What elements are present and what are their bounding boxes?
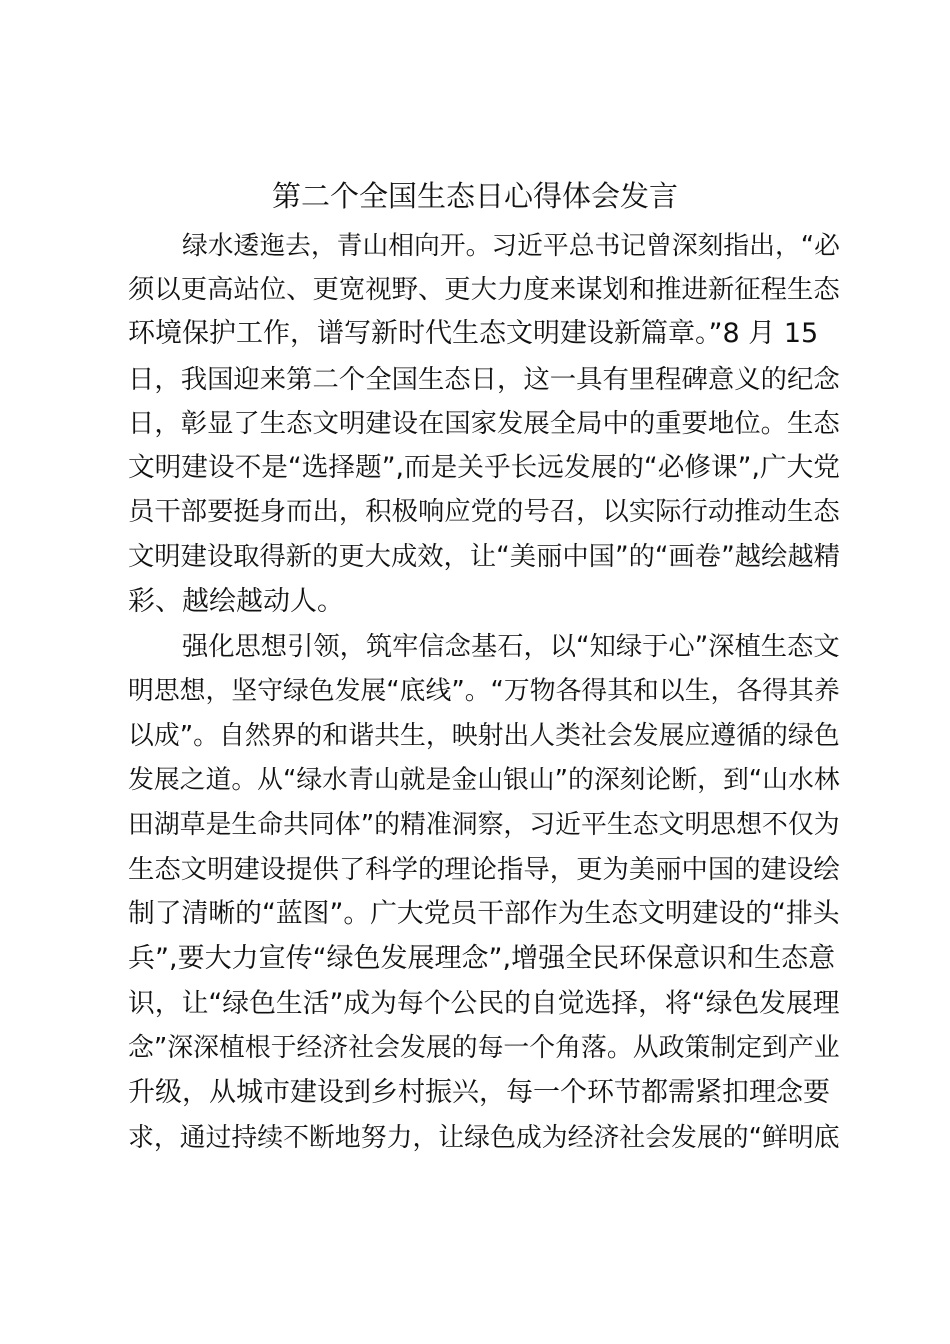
paragraph-line: 念”深深植根于经济社会发展的每一个角落。从政策制定到产业 bbox=[128, 1033, 840, 1063]
document-title: 第二个全国生态日心得体会发言 bbox=[271, 179, 678, 213]
paragraph-line: 日，彰显了生态文明建设在国家发展全局中的重要地位。生态 bbox=[128, 409, 840, 439]
paragraph-line: 兵”,要大力宣传“绿色发展理念”,增强全民环保意识和生态意 bbox=[128, 943, 836, 974]
paragraph-line: 文明建设取得新的更大成效，让“美丽中国”的“画卷”越绘越精 bbox=[128, 542, 840, 572]
paragraph-line: 田湖草是生命共同体”的精准洞察，习近平生态文明思想不仅为 bbox=[128, 810, 840, 840]
paragraph-line: 识，让“绿色生活”成为每个公民的自觉选择，将“绿色发展理 bbox=[128, 988, 840, 1019]
paragraph-line: 员干部要挺身而出，积极响应党的号召，以实际行动推动生态 bbox=[128, 497, 840, 527]
paragraph-line: 发展之道。从“绿水青山就是金山银山”的深刻论断，到“山水林 bbox=[128, 765, 840, 795]
paragraph-line: 须以更高站位、更宽视野、更大力度来谋划和推进新征程生态 bbox=[128, 275, 840, 305]
paragraph-line: 升级，从城市建设到乡村振兴，每一个环节都需紧扣理念要 bbox=[128, 1077, 830, 1108]
paragraph-line: 制了清晰的“蓝图”。广大党员干部作为生态文明建设的“排头 bbox=[128, 898, 840, 929]
paragraph-line: 彩、越绘越动人。 bbox=[128, 586, 344, 617]
paragraph-line: 明思想，坚守绿色发展“底线”。“万物各得其和以生，各得其养 bbox=[128, 676, 840, 706]
paragraph-line: 日，我国迎来第二个全国生态日，这一具有里程碑意义的纪念 bbox=[128, 365, 840, 395]
paragraph-line: 强化思想引领，筑牢信念基石，以“知绿于心”深植生态文 bbox=[182, 632, 840, 662]
paragraph-line: 文明建设不是“选择题”,而是关乎长远发展的“必修课”,广大党 bbox=[128, 452, 840, 483]
paragraph-line: 生态文明建设提供了科学的理论指导，更为美丽中国的建设绘 bbox=[128, 855, 840, 885]
paragraph-line: 以成”。自然界的和谐共生，映射出人类社会发展应遵循的绿色 bbox=[128, 721, 840, 751]
paragraph-line: 环境保护工作，谱写新时代生态文明建设新篇章。”8 月 15 bbox=[128, 318, 819, 349]
paragraph-line: 绿水逶迤去，青山相向开。习近平总书记曾深刻指出，“必 bbox=[182, 231, 840, 261]
paragraph-line: 求，通过持续不断地努力，让绿色成为经济社会发展的“鲜明底 bbox=[128, 1123, 840, 1153]
